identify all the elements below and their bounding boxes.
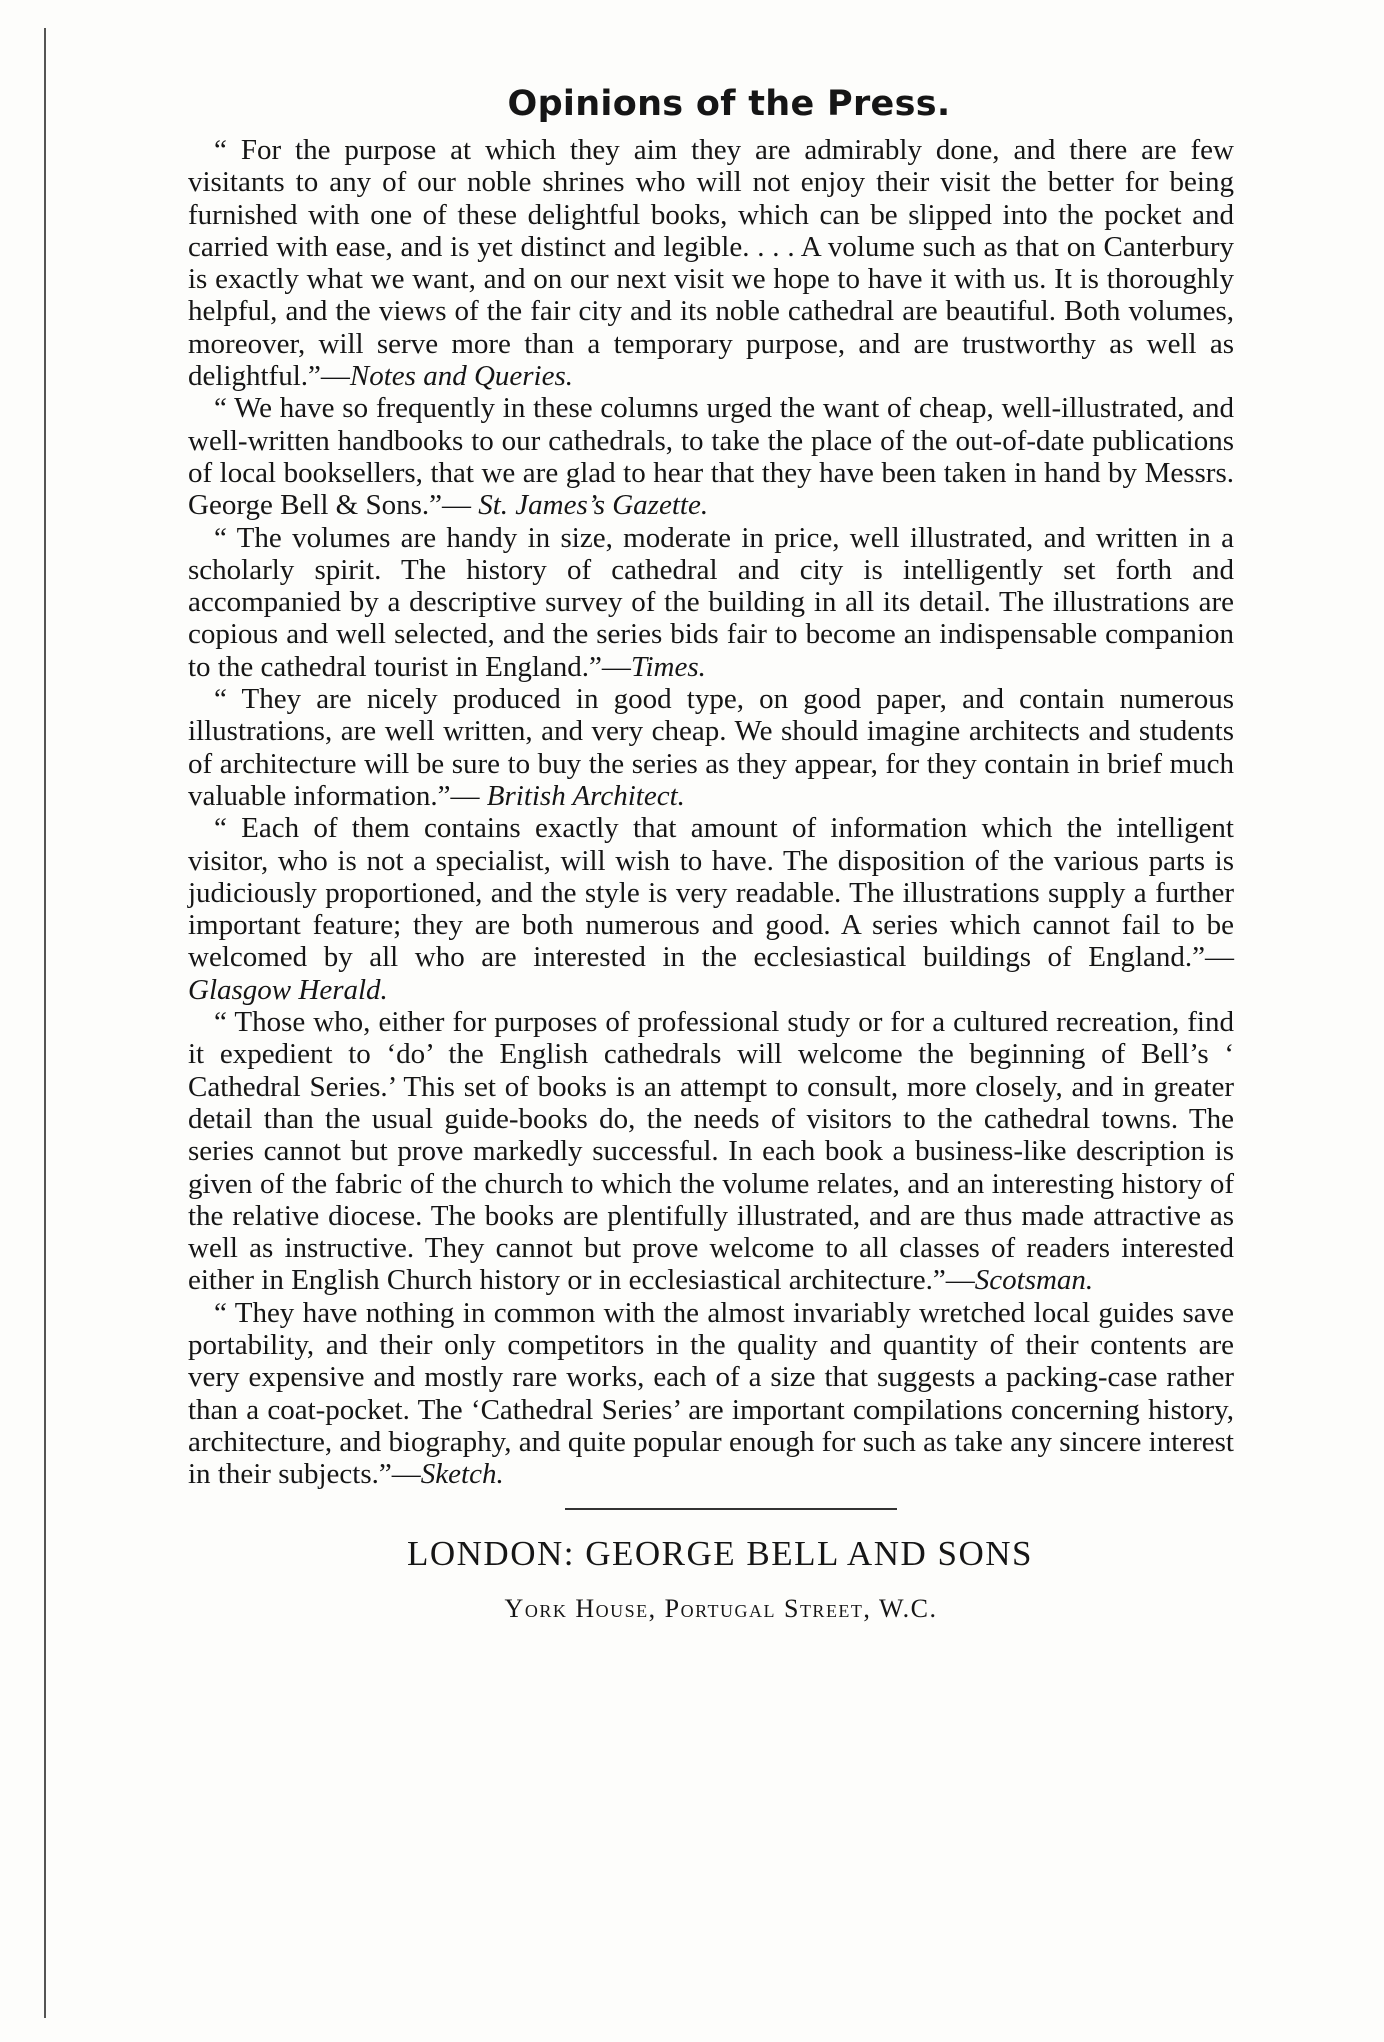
press-quote-st-jamess-gazette <box>188 392 1234 521</box>
quote-source: Sketch. <box>420 1458 504 1491</box>
quote-text: “ Each of them contains exactly that amount of information which the intelligent visitor, who is not a specialist, will wish to have. The disposition of the various parts is judiciously proportioned, and the style is very readable. The illustrations supply a further important feature; they are both numerous and good. A series which cannot fail to be welcomed by all who are interested in the ecclesiastical buildings of England.”— <box>188 812 1234 974</box>
publisher-imprint: LONDON: GEORGE BELL AND SONS <box>407 1534 1033 1574</box>
text-column <box>188 84 1234 1624</box>
quote-text: “ We have so frequently in these columns urged the want of cheap, well-illustrated, and well-written handbooks to our cathedrals, to take the place of the out-of-date publications of local booksellers, that we are glad to hear that they have been taken in hand by Messrs. George Bell & Sons.”— <box>188 392 1234 522</box>
press-quote-times <box>188 522 1234 683</box>
quote-source: Scotsman. <box>974 1264 1094 1297</box>
quote-text: “ The volumes are handy in size, moderate in price, well illustrated, and written in a scholarly spirit. The history of cathedral and city is intelligently set forth and accompanied by a descriptive survey of the building in all its detail. The illustrations are copious and well selected, and the series bids fair to become an indispensable companion to the cathedral tourist in England.”— <box>188 521 1234 683</box>
press-quote-notes-and-queries <box>188 134 1234 392</box>
quote-text: “ They have nothing in common with the almost invariably wretched local guides save portability, and their only competitors in the quality and quantity of their contents are very expensive and mostly rare works, each of a size that suggests a packing-case rather than a coat-pocket. The ‘Cathedral Series’ are important compilations concerning history, architecture, and biography, and quite popular enough for such as take any sincere interest in their subjects.”— <box>188 1296 1234 1491</box>
press-quote-scotsman <box>188 1006 1234 1297</box>
press-quote-glasgow-herald <box>188 812 1234 1006</box>
quote-source: Notes and Queries. <box>349 360 574 393</box>
gutter-line <box>44 28 46 2018</box>
quote-source: Glasgow Herald. <box>188 973 388 1006</box>
quote-source: St. James’s Gazette. <box>478 489 709 522</box>
section-divider <box>565 1508 897 1510</box>
publisher-address: York House, Portugal Street, W.C. <box>504 1594 938 1624</box>
quote-text: “ They are nicely produced in good type, on good paper, and contain numerous illustrations, are well written, and very cheap. We should imagine architects and students of architecture will be sure to buy the series as they appear, for they contain in brief much valuable information.”— <box>188 683 1234 812</box>
page-heading: Opinions of the Press. <box>507 84 951 124</box>
press-quote-sketch <box>188 1297 1234 1491</box>
quote-text: “ Those who, either for purposes of professional study or for a cultured recreation, find it expedient to ‘do’ the English cathedrals will welcome the beginning of Bell’s ‘ Cathedral Series.’ This set of books is an attempt to consult, more closely, and in greater detail than the usual guide-books do, the needs of visitors to the cathedral towns. The series cannot but prove markedly successful. In each book a business-like description is given of the fabric of the church to which the volume relates, and an interesting history of the relative diocese. The books are plentifully illustrated, and are thus made attractive as well as instructive. They cannot but prove welcome to all classes of readers interested either in English Church history or in ecclesiastical architecture.”— <box>188 1006 1234 1297</box>
quote-text: “ For the purpose at which they aim they are admirably done, and there are few visitants to any of our noble shrines who will not enjoy their visit the better for being furnished with one of these delightful books, which can be slipped into the pocket and carried with ease, and is yet distinct and legible. . . . A volume such as that on Canterbury is exactly what we want, and on our next visit we hope to have it with us. It is thoroughly helpful, and the views of the fair city and its noble cathedral are beautiful. Both volumes, moreover, will serve more than a temporary purpose, and are trustworthy as well as delightful.”— <box>188 134 1234 393</box>
press-quote-british-architect <box>188 683 1234 812</box>
quote-source: British Architect. <box>486 779 685 812</box>
quote-source: Times. <box>630 650 706 683</box>
